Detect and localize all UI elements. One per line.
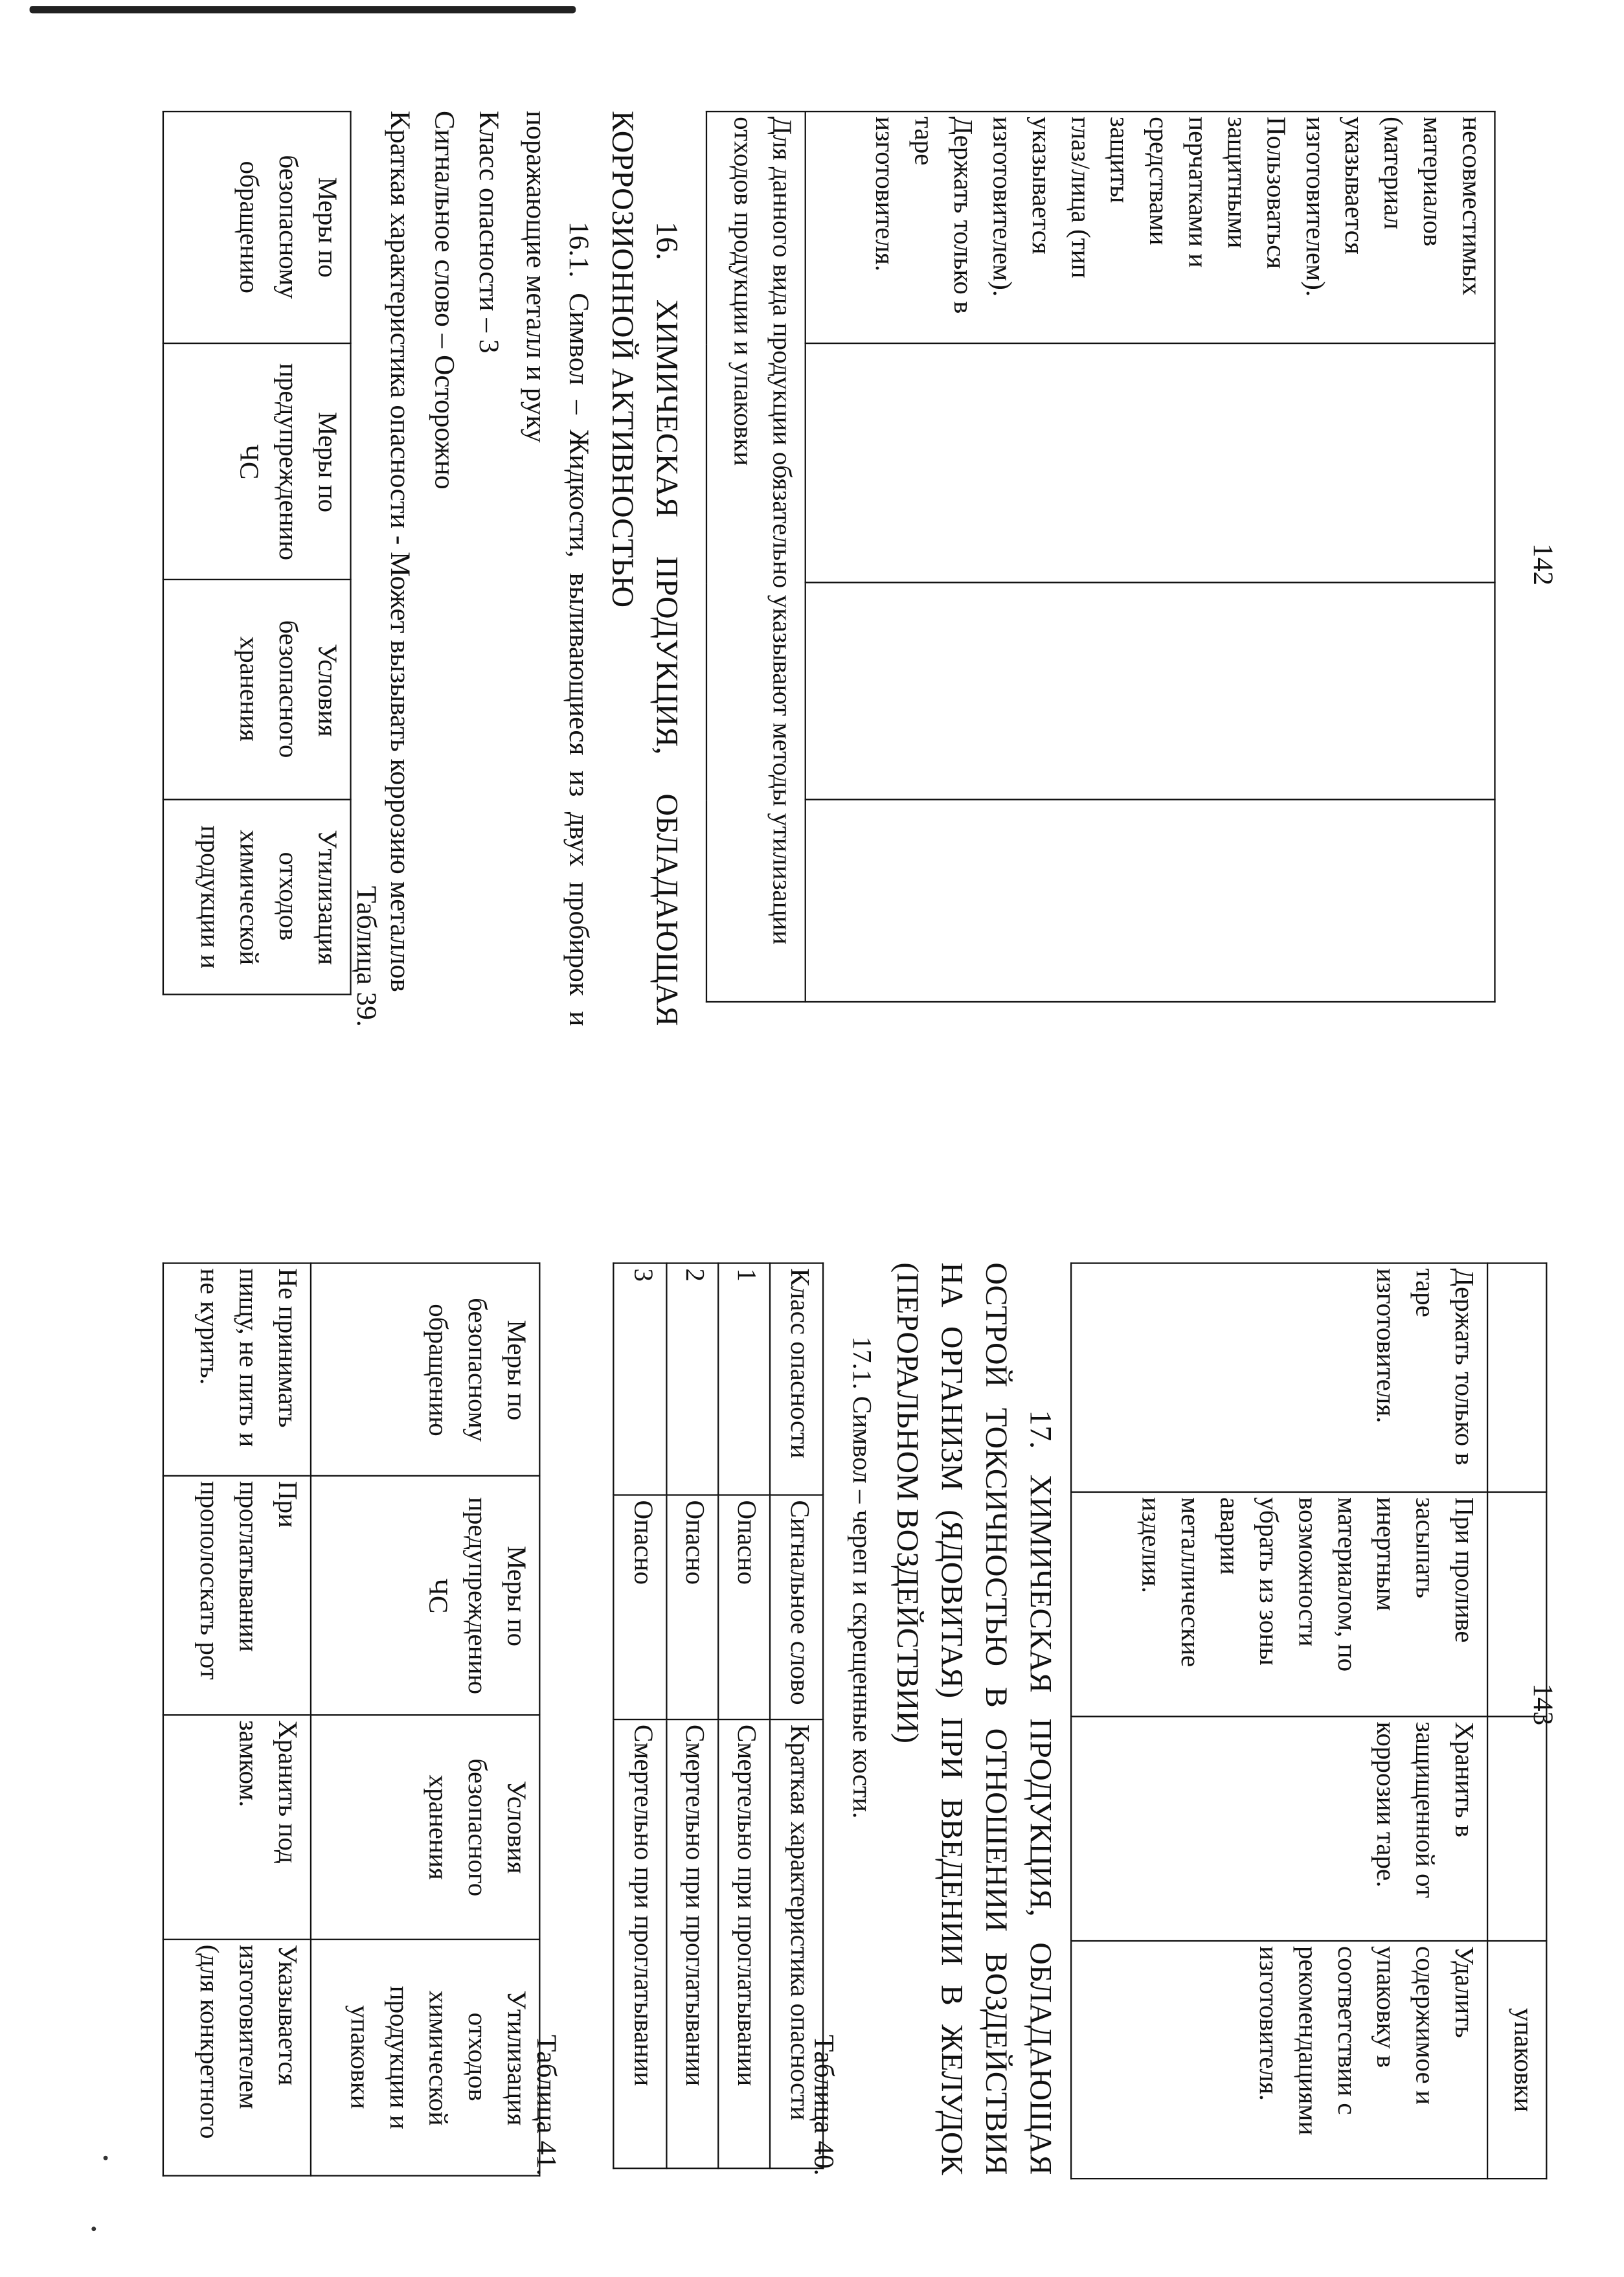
page-number: 143 bbox=[1526, 1683, 1558, 1726]
table-39 bbox=[163, 111, 352, 995]
table-cell bbox=[1487, 1492, 1546, 1717]
table-row bbox=[1071, 1263, 1487, 2179]
table-cell: Краткая характеристика опасности bbox=[770, 1719, 823, 2168]
table-cell bbox=[806, 343, 1495, 582]
scan-speck bbox=[91, 2226, 96, 2231]
hazard-class: Класс опасности – 3 bbox=[472, 111, 504, 354]
symbol-description: 17.1. Символ – череп и скрещенные кости. bbox=[847, 1336, 877, 1819]
table-cell: Хранить под замком. bbox=[163, 1715, 311, 1940]
table-cell: Класс опасности bbox=[770, 1263, 823, 1495]
table-caption-41: Таблица 41. bbox=[530, 2034, 561, 2176]
table-row bbox=[1487, 1263, 1546, 2179]
table-cell bbox=[806, 800, 1495, 1002]
table-cell: Удалить содержимое и упаковку в соответствии с рекомендациями изготовителя. bbox=[1071, 1941, 1487, 2179]
table-cell: При проливе засыпать инертным материалом, по возможности убрать из зоны аварии металлические изделия. bbox=[1071, 1492, 1487, 1717]
section-17-heading: 17. ХИМИЧЕСКАЯ ПРОДУКЦИЯ, ОБЛАДАЮЩАЯ ОСТРОЙ ТОКСИЧНОСТЬЮ В ОТНОШЕНИИ ВОЗДЕЙСТВИЯ НА ОРГАНИЗМ (ЯДОВИТАЯ) ПРИ ВВЕДЕНИИ В ЖЕЛУДОК (ПЕРОРАЛЬНОМ ВОЗДЕЙСТВИИ) bbox=[890, 1262, 1059, 2175]
table-row bbox=[163, 1263, 311, 2176]
scan-speck bbox=[104, 2156, 108, 2160]
table-cell: несовместимых материалов (материал указывается изготовителем). Пользоваться защитными перчатками и средствами защиты глаз/лица (тип указывается изготовителем). Держать только в таре изготовителя. bbox=[806, 111, 1495, 343]
table-cell bbox=[1487, 1263, 1546, 1492]
section-16-heading: 16. ХИМИЧЕСКАЯ ПРОДУКЦИЯ, ОБЛАДАЮЩАЯ КОРРОЗИОННОЙ АКТИВНОСТЬЮ bbox=[605, 111, 685, 1026]
page-number: 142 bbox=[1526, 543, 1558, 586]
table-cell: При проглатывании прополоскать рот bbox=[163, 1476, 311, 1715]
table-cell: Утилизация отходов химической продукции и упаковки bbox=[311, 1940, 539, 2176]
table-cell: Смертельно при проглатывании bbox=[666, 1719, 718, 2168]
table-40 bbox=[613, 1262, 824, 2169]
table-cell: Опасно bbox=[718, 1495, 770, 1720]
table-row bbox=[770, 1263, 823, 2169]
table-cell: Меры по безопасному обращению bbox=[311, 1263, 539, 1476]
table-cell: Указывается изготовителем (для конкретного bbox=[163, 1940, 311, 2176]
table-row bbox=[613, 1263, 666, 2169]
table-cell: Не принимать пищу, не пить и не курить. bbox=[163, 1263, 311, 1476]
table-cell: Смертельно при проглатывании bbox=[613, 1719, 666, 2168]
table-cell: Меры по предупреждению ЧС bbox=[311, 1476, 539, 1715]
table-row bbox=[718, 1263, 770, 2169]
table-header-row bbox=[163, 111, 351, 994]
table-cell: Опасно bbox=[613, 1495, 666, 1720]
table-cell bbox=[806, 582, 1495, 799]
table-cell: Условия безопасного хранения bbox=[163, 580, 351, 800]
table-cell: 3 bbox=[613, 1263, 666, 1495]
table-caption-39: Таблица 39. bbox=[350, 886, 381, 1027]
table-row bbox=[666, 1263, 718, 2169]
table-cell: Условия безопасного хранения bbox=[311, 1715, 539, 1940]
table-cell: Опасно bbox=[666, 1495, 718, 1720]
table-cell: упаковки bbox=[1487, 1941, 1546, 2179]
table-cell: Меры по безопасному обращению bbox=[163, 111, 351, 343]
table-cell: 1 bbox=[718, 1263, 770, 1495]
scan-artifact-line bbox=[30, 6, 576, 13]
continued-table-142 bbox=[706, 111, 1496, 1003]
signal-word: Сигнальное слово – Осторожно bbox=[428, 111, 460, 490]
table-cell: Хранить в защищенной от коррозии таре. bbox=[1071, 1717, 1487, 1942]
table-caption-40: Таблица 40. bbox=[807, 2034, 839, 2176]
table-41 bbox=[163, 1262, 541, 2176]
continued-table-143 bbox=[1070, 1262, 1547, 2179]
table-cell: Смертельно при проглатывании bbox=[718, 1719, 770, 2168]
table-header-row bbox=[311, 1263, 539, 2176]
table-cell: Утилизация отходов химической продукции и bbox=[163, 800, 351, 995]
hazard-summary: Краткая характеристика опасности - Может вызывать коррозию металлов bbox=[383, 111, 415, 992]
table-cell: Меры по предупреждению ЧС bbox=[163, 343, 351, 580]
table-cell: Для данного вида продукции обязательно указывают методы утилизации отходов продукции и упаковки bbox=[706, 111, 806, 1002]
symbol-description: 16.1. Символ – Жидкости, выливающиеся из двух пробирок и поражающие металл и руку bbox=[519, 111, 594, 1026]
table-cell: 2 bbox=[666, 1263, 718, 1495]
table-cell: Держать только в таре изготовителя. bbox=[1071, 1263, 1487, 1492]
table-cell: Сигнальное слово bbox=[770, 1495, 823, 1720]
table-row bbox=[806, 111, 1495, 1002]
table-row bbox=[706, 111, 806, 1002]
table-cell bbox=[1487, 1717, 1546, 1942]
